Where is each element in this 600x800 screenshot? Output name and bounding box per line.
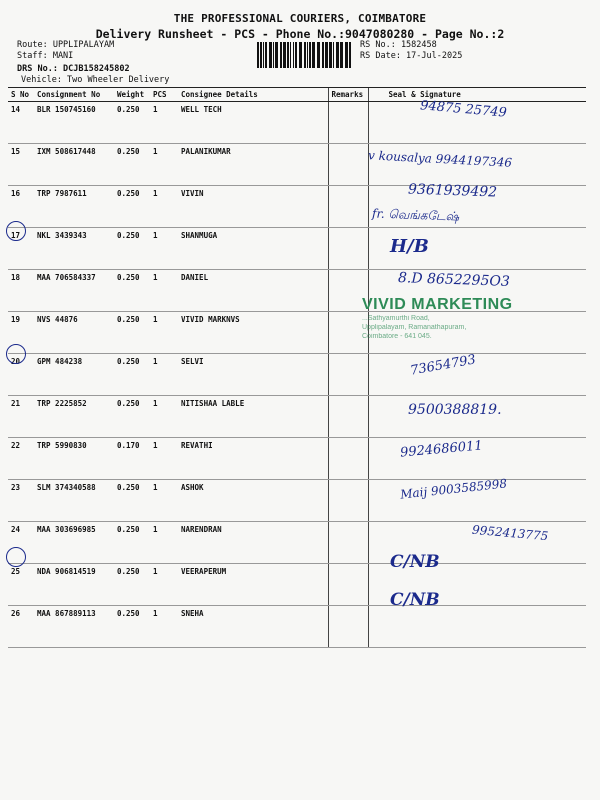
cell-weight: 0.250 — [114, 396, 150, 438]
cell-weight: 0.250 — [114, 312, 150, 354]
cell-sno: 26 — [8, 606, 34, 648]
circle-mark-20 — [6, 344, 26, 364]
cell-consignee: VEERAPERUM — [178, 564, 328, 606]
cell-sno: 24 — [8, 522, 34, 564]
cell-remarks — [328, 144, 368, 186]
handwriting-row-17: H/B — [390, 236, 429, 257]
runsheet-title: Delivery Runsheet - PCS - Phone No.:9047080280 - Page No.:2 — [95, 27, 505, 41]
table-row — [8, 564, 586, 606]
cell-pcs: 1 — [150, 312, 178, 354]
barcode-bar — [273, 42, 274, 68]
barcode-bar — [336, 42, 339, 68]
barcode-bar — [287, 42, 289, 68]
barcode-bar — [333, 42, 334, 68]
cell-consignee: PALANIKUMAR — [178, 144, 328, 186]
handwriting-row-25: C/NB — [390, 552, 440, 572]
stamp-line-3: Coimbatore - 641 045. — [362, 333, 432, 340]
handwriting-row-24: 9952413775 — [471, 522, 549, 544]
barcode-bar — [293, 42, 294, 68]
company-title: THE PROFESSIONAL COURIERS, COIMBATORE — [173, 12, 427, 25]
cell-pcs: 1 — [150, 144, 178, 186]
cell-remarks — [328, 480, 368, 522]
cell-weight: 0.250 — [114, 480, 150, 522]
cell-consignment: TRP 2225852 — [34, 396, 114, 438]
col-signature: Seal & Signature — [368, 88, 586, 102]
route-label: Route: UPPLIPALAYAM — [17, 40, 115, 50]
cell-pcs: 1 — [150, 186, 178, 228]
handwriting-row-18: 8.D 8652295O3 — [397, 270, 511, 290]
circle-mark-25 — [6, 547, 26, 567]
meta-right — [360, 40, 462, 62]
handwriting-row-16b: fr. வெங்கடேஷ் — [371, 206, 460, 224]
cell-consignment: IXM 508617448 — [34, 144, 114, 186]
cell-weight: 0.250 — [114, 606, 150, 648]
cell-pcs: 1 — [150, 564, 178, 606]
cell-consignment: TRP 7987611 — [34, 186, 114, 228]
cell-consignee: ASHOK — [178, 480, 328, 522]
barcode-bar — [299, 42, 302, 68]
cell-consignment: SLM 374340588 — [34, 480, 114, 522]
cell-pcs: 1 — [150, 228, 178, 270]
barcode-bar — [283, 42, 286, 68]
stamp-line-1: ...Sathyamurthi Road, — [362, 315, 430, 322]
cell-sno: 19 — [8, 312, 34, 354]
cell-sno: 18 — [8, 270, 34, 312]
cell-weight: 0.250 — [114, 186, 150, 228]
cell-consignment: MAA 706584337 — [34, 270, 114, 312]
cell-pcs: 1 — [150, 396, 178, 438]
barcode-bar — [269, 42, 272, 68]
cell-remarks — [328, 396, 368, 438]
col-pcs: PCS — [150, 88, 178, 102]
barcode-bar — [257, 42, 259, 68]
barcode-bar — [304, 42, 306, 68]
handwriting-row-26: C/NB — [390, 590, 440, 610]
cell-consignment: BLR 150745160 — [34, 102, 114, 144]
staff-label: Staff: MANI — [17, 51, 74, 61]
cell-remarks — [328, 354, 368, 396]
cell-sno: 16 — [8, 186, 34, 228]
cell-pcs: 1 — [150, 480, 178, 522]
meta-left — [17, 40, 169, 86]
cell-sno: 20 — [8, 354, 34, 396]
cell-remarks — [328, 102, 368, 144]
handwriting-row-21: 9500388819. — [408, 402, 502, 418]
rs-date: RS Date: 17-Jul-2025 — [360, 51, 463, 61]
barcode-bar — [265, 42, 267, 68]
document-header — [0, 12, 600, 41]
cell-remarks — [328, 564, 368, 606]
cell-pcs: 1 — [150, 522, 178, 564]
rs-number: RS No.: 1582458 — [360, 40, 437, 50]
cell-weight: 0.250 — [114, 522, 150, 564]
col-sno: S No — [8, 88, 34, 102]
cell-weight: 0.250 — [114, 354, 150, 396]
table-row — [8, 186, 586, 228]
vehicle-label: Vehicle: Two Wheeler Delivery — [21, 75, 170, 85]
cell-pcs: 1 — [150, 438, 178, 480]
col-weight: Weight — [114, 88, 150, 102]
barcode-bar — [280, 42, 282, 68]
cell-signature — [368, 354, 586, 396]
cell-pcs: 1 — [150, 102, 178, 144]
cell-consignment: MAA 867889113 — [34, 606, 114, 648]
table-row — [8, 354, 586, 396]
cell-consignment: MAA 303696985 — [34, 522, 114, 564]
barcode-bar — [345, 42, 348, 68]
barcode-bar — [295, 42, 297, 68]
table-row — [8, 438, 586, 480]
cell-consignee: WELL TECH — [178, 102, 328, 144]
barcode-bar — [263, 42, 264, 68]
cell-weight: 0.250 — [114, 270, 150, 312]
barcode-bar — [290, 42, 291, 68]
barcode-bar — [340, 42, 343, 68]
cell-weight: 0.170 — [114, 438, 150, 480]
handwriting-row-14: 94875 25749 — [419, 98, 508, 121]
cell-signature — [368, 606, 586, 648]
cell-pcs: 1 — [150, 270, 178, 312]
cell-sno: 15 — [8, 144, 34, 186]
company-stamp — [362, 296, 532, 341]
runsheet-table — [8, 87, 586, 648]
cell-weight: 0.250 — [114, 228, 150, 270]
cell-sno: 17 — [8, 228, 34, 270]
cell-consignment: TRP 5990830 — [34, 438, 114, 480]
cell-sno: 23 — [8, 480, 34, 522]
cell-consignment: NKL 3439343 — [34, 228, 114, 270]
handwriting-row-16a: 9361939492 — [407, 181, 498, 201]
barcode-bar — [329, 42, 332, 68]
cell-consignee: NITISHAA LABLE — [178, 396, 328, 438]
barcode-bar — [317, 42, 320, 68]
cell-remarks — [328, 606, 368, 648]
cell-consignee: VIVIN — [178, 186, 328, 228]
handwriting-row-15: v kousalya 9944197346 — [367, 148, 513, 170]
cell-consignee: NARENDRAN — [178, 522, 328, 564]
stamp-line-2: Upplipalayam, Ramanathapuram, — [362, 324, 467, 331]
cell-consignment: GPM 484238 — [34, 354, 114, 396]
table-header-row — [8, 88, 586, 102]
stamp-title: VIVID MARKETING — [362, 296, 513, 313]
handwriting-row-20: 73654793 — [409, 352, 477, 379]
barcode-bar — [307, 42, 308, 68]
circle-mark-17 — [6, 221, 26, 241]
cell-sno: 21 — [8, 396, 34, 438]
barcode — [257, 42, 353, 68]
cell-pcs: 1 — [150, 606, 178, 648]
col-remarks: Remarks — [328, 88, 368, 102]
cell-consignee: SELVI — [178, 354, 328, 396]
col-consignee: Consignee Details — [178, 88, 328, 102]
cell-consignee: SNEHA — [178, 606, 328, 648]
cell-consignment: NVS 44876 — [34, 312, 114, 354]
cell-remarks — [328, 228, 368, 270]
handwriting-row-22: 9924686011 — [399, 438, 484, 461]
cell-sno: 25 — [8, 564, 34, 606]
cell-pcs: 1 — [150, 354, 178, 396]
cell-weight: 0.250 — [114, 144, 150, 186]
barcode-bar — [349, 42, 351, 68]
cell-consignee: REVATHI — [178, 438, 328, 480]
barcode-bar — [275, 42, 278, 68]
cell-consignee: SHANMUGA — [178, 228, 328, 270]
col-consignment: Consignment No — [34, 88, 114, 102]
barcode-bar — [260, 42, 262, 68]
handwriting-row-23: Maij 9003585998 — [399, 476, 508, 502]
barcode-bar — [322, 42, 324, 68]
drs-label: DRS No.: DCJB158245802 — [17, 64, 130, 74]
cell-consignee: VIVID MARKNVS — [178, 312, 328, 354]
table-row — [8, 228, 586, 270]
barcode-bar — [312, 42, 315, 68]
cell-weight: 0.250 — [114, 102, 150, 144]
cell-consignee: DANIEL — [178, 270, 328, 312]
barcode-bar — [309, 42, 311, 68]
cell-sno: 14 — [8, 102, 34, 144]
barcode-bar — [325, 42, 328, 68]
cell-remarks — [328, 522, 368, 564]
cell-remarks — [328, 186, 368, 228]
cell-remarks — [328, 438, 368, 480]
cell-sno: 22 — [8, 438, 34, 480]
cell-weight: 0.250 — [114, 564, 150, 606]
table-row — [8, 606, 586, 648]
cell-consignment: NDA 906814519 — [34, 564, 114, 606]
